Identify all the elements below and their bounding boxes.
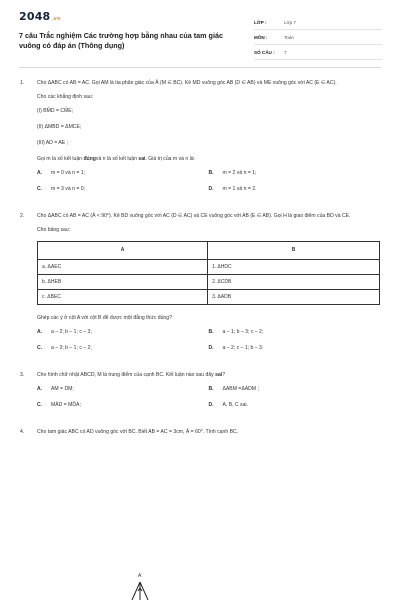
answer-options — [37, 170, 380, 193]
header-divider — [19, 67, 381, 68]
option-letter: C. — [37, 345, 43, 351]
meta-value: Lớp 7 — [284, 19, 296, 25]
question-4 — [20, 429, 380, 443]
question-stem: Cho tam giác ABC có AD vuông góc với BC. Biết AB = AC = 3cm, Â = 60°. Tính cạnh BC. — [37, 429, 239, 435]
table-cell: 1. ΔHDC — [208, 260, 380, 275]
triangle-figure — [130, 582, 150, 600]
figure-vertex-label: A — [138, 573, 142, 579]
question-body — [37, 213, 380, 364]
logo-suffix: .vn — [51, 16, 61, 22]
option-text: m = 1 và n = 2. — [222, 186, 257, 192]
statement-3: (III) AD = AE ; — [37, 140, 68, 146]
option-b[interactable] — [209, 329, 381, 336]
table-row — [38, 275, 380, 290]
table-cell: a. ΔAEC — [38, 260, 208, 275]
option-a[interactable] — [37, 329, 209, 336]
meta-row-class — [254, 15, 382, 30]
stem-emph: sai — [215, 372, 223, 378]
question-body — [37, 372, 380, 421]
answer-options — [37, 329, 380, 352]
option-a[interactable] — [37, 386, 209, 393]
meta-row-count — [254, 45, 382, 60]
meta-panel — [254, 15, 382, 60]
document-title: 7 câu Trắc nghiệm Các trường hợp bằng nhau của tam giác vuông có đáp án (Thông dụng) — [19, 31, 223, 50]
question-1 — [20, 80, 380, 205]
option-letter: B. — [208, 386, 214, 392]
option-d[interactable] — [209, 186, 381, 193]
option-text: AM = DM; — [51, 386, 74, 392]
question-number: 2. — [20, 213, 25, 219]
option-letter: C. — [37, 402, 43, 408]
option-b[interactable] — [209, 170, 381, 177]
option-text: a – 3; b – 1; c – 2; — [51, 345, 92, 351]
statement-1: (I) BM̂D = CM̂E; — [37, 108, 74, 114]
meta-value: 7 — [284, 49, 287, 55]
table-cell: 2. ΔCDB — [208, 275, 380, 290]
option-text: m = 2 và n = 1; — [222, 170, 257, 176]
answer-options — [37, 386, 380, 409]
question-2 — [20, 213, 380, 364]
table-cell: c. ΔBEC — [38, 290, 208, 305]
option-text: a – 1; b – 3; c – 2; — [222, 329, 264, 335]
prompt-text: . Giá trị của m và n là: — [145, 156, 196, 162]
option-b[interactable] — [209, 386, 381, 393]
meta-key: SỐ CÂU : — [254, 49, 275, 55]
question-prompt: Ghép các ý ở cột A với cột B để được một đẳng thức đúng? — [37, 315, 172, 321]
question-body — [37, 80, 380, 205]
option-letter: A. — [37, 170, 43, 176]
logo-text: 2048 — [19, 10, 51, 23]
meta-key: LỚP : — [254, 19, 267, 25]
option-c[interactable] — [37, 345, 209, 352]
matching-table — [37, 241, 380, 305]
option-c[interactable] — [37, 186, 209, 193]
option-letter: A. — [37, 386, 43, 392]
option-text: a – 2; c – 1; b – 3. — [222, 345, 264, 351]
prompt-text: Gọi m là số kết luận — [37, 156, 84, 162]
table-row — [38, 260, 380, 275]
statement-2: (II) ΔMBD = ΔMCE; — [37, 124, 82, 130]
prompt-text: và n là số kết luận — [95, 156, 139, 162]
option-d[interactable] — [209, 402, 381, 409]
table-cell: 3. ΔADB — [208, 290, 380, 305]
option-letter: D. — [208, 402, 214, 408]
option-text: A, B, C sai. — [222, 402, 248, 408]
option-letter: D. — [208, 345, 214, 351]
question-3 — [20, 372, 380, 421]
option-a[interactable] — [37, 170, 209, 177]
column-header: B — [208, 242, 380, 260]
option-letter: A. — [37, 329, 43, 335]
question-number: 1. — [20, 80, 25, 86]
meta-key: MÔN : — [254, 34, 268, 40]
option-text: m = 3 và n = 0; — [51, 186, 85, 192]
question-stem: Cho ΔABC có AB = AC (Â < 90°). Kẻ BD vuông góc với AC (D ∈ AC) và CE vuông góc với AB (E ∈ AB). Gọi H là giao điểm của BD và CE. — [37, 213, 351, 219]
option-text: MÂD = MD̂A; — [51, 402, 81, 408]
question-number: 4. — [20, 429, 25, 435]
option-text: ΔABM =ΔADM ; — [222, 386, 259, 392]
option-text: a – 2; b – 1; c – 3; — [51, 329, 92, 335]
option-text: m = 0 và n = 1; — [51, 170, 85, 176]
stem-text: ? — [222, 372, 226, 378]
meta-row-subject — [254, 30, 382, 45]
question-body — [37, 429, 380, 443]
prompt-emph: sai — [138, 156, 146, 162]
question-intro: Cho bảng sau: — [37, 227, 71, 233]
question-intro: Cho các khẳng định sau: — [37, 94, 94, 100]
question-stem — [37, 372, 380, 379]
option-d[interactable] — [209, 345, 381, 352]
option-letter: B. — [208, 170, 214, 176]
option-letter: C. — [37, 186, 43, 192]
column-header: A — [38, 242, 208, 260]
table-row — [38, 290, 380, 305]
option-letter: B. — [208, 329, 214, 335]
site-logo[interactable] — [19, 10, 61, 23]
meta-value: Toán — [284, 34, 294, 40]
prompt-emph: đúng — [83, 156, 96, 162]
table-cell: b. ΔHEB — [38, 275, 208, 290]
question-prompt — [37, 156, 380, 163]
option-letter: D. — [208, 186, 214, 192]
table-header-row — [38, 242, 380, 260]
stem-text: Cho hình chữ nhật ABCD, M là trung điểm của cạnh BC. Kết luận nào sau đây — [37, 372, 216, 378]
question-number: 3. — [20, 372, 25, 378]
question-list — [20, 80, 380, 451]
question-stem: Cho ΔABC có AB = AC. Gọi AM là tia phân giác của Â (M ∈ BC). Kẻ MD vuông góc AB (D ∈ AB) và ME vuông góc với AC (E ∈ AC). — [37, 80, 337, 86]
option-c[interactable] — [37, 402, 209, 409]
